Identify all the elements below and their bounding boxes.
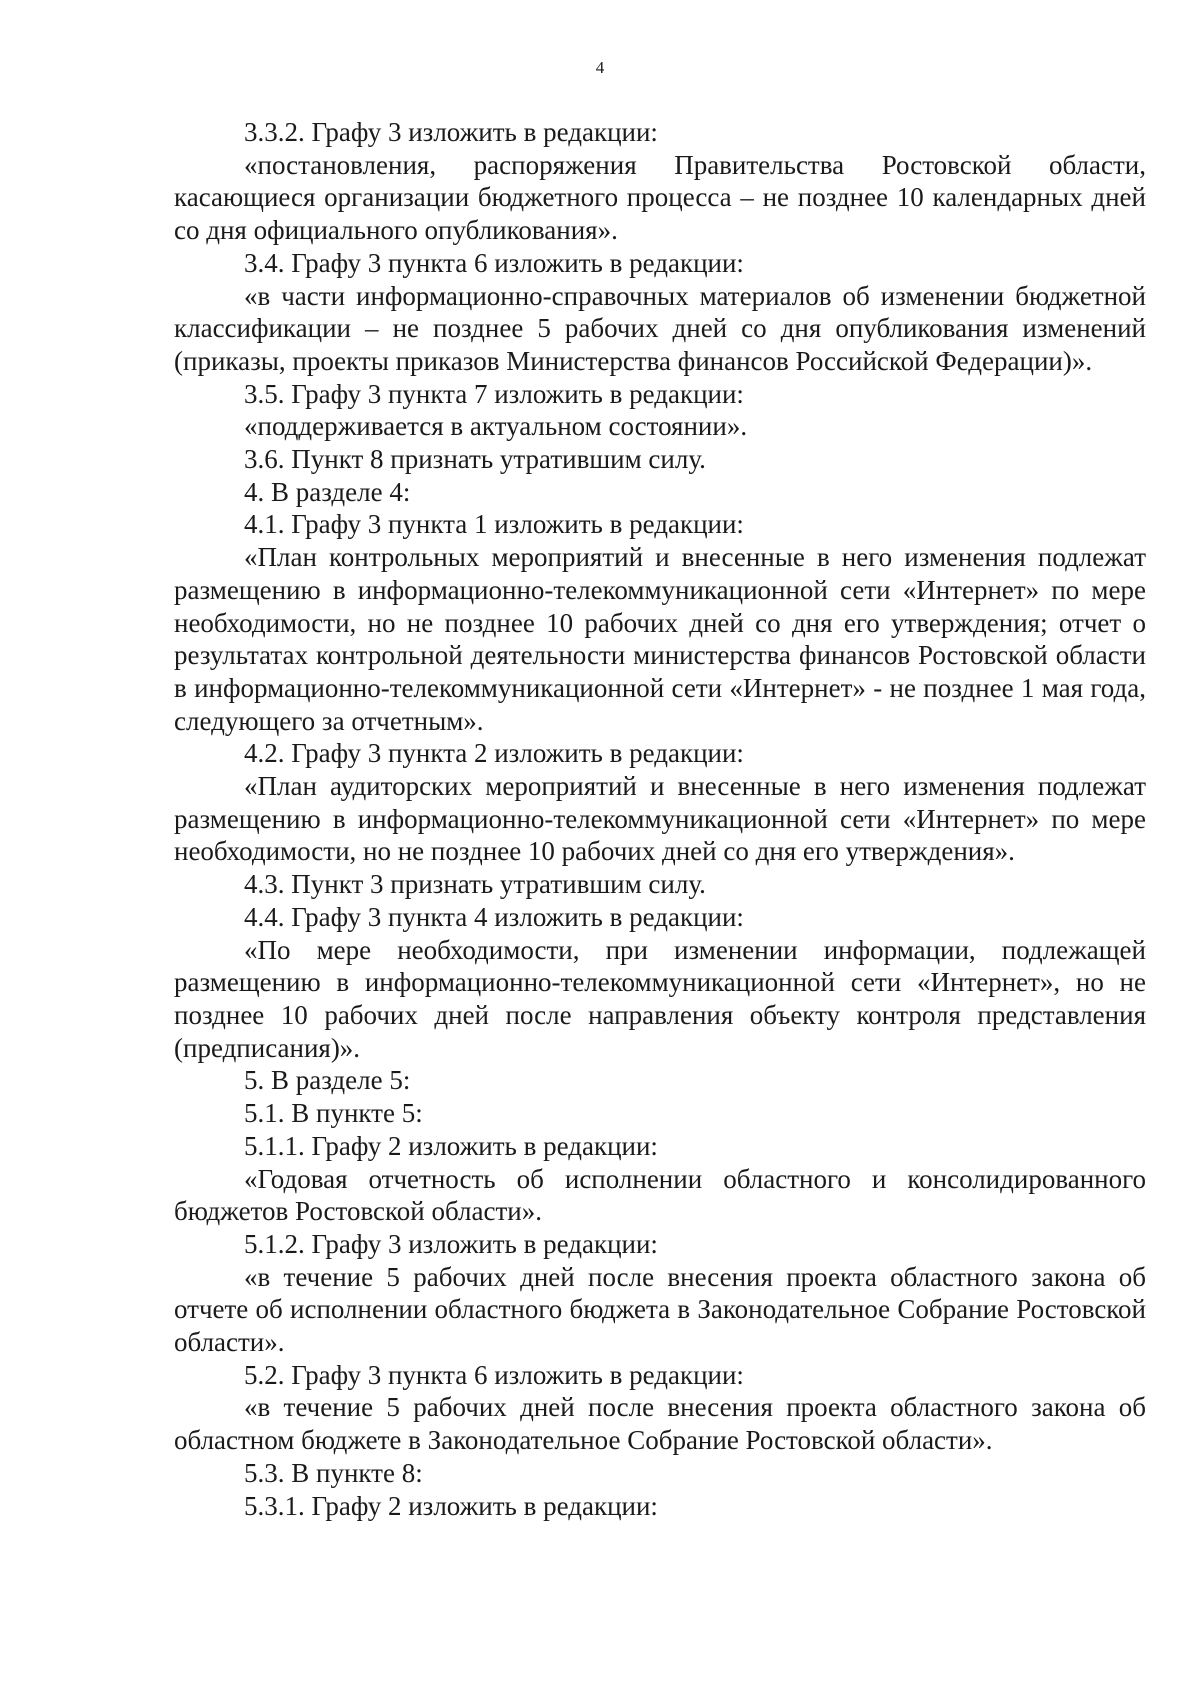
paragraph: «План аудиторских мероприятий и внесенные в него изменения подлежат размещению в информационно-телекоммуникационной сети «Интернет» по мере необходимости, но не позднее 10 рабочих дней со дня его утверждения». xyxy=(174,771,1146,867)
page-number: 4 xyxy=(595,58,605,77)
paragraph: 3.4. Графу 3 пункта 6 изложить в редакции: xyxy=(244,247,744,278)
paragraph: «План контрольных мероприятий и внесенные в него изменения подлежат размещению в информационно-телекоммуникационной сети «Интернет» по мере необходимости, но не позднее 10 рабочих дней со дня его утверждения; отчет о результатах контрольной деятельности министерства финансов Ростовской области в информационно-телекоммуникационной сети «Интернет» - не позднее 1 мая года, следующего за отчетным». xyxy=(174,542,1146,736)
paragraph: 5.1.1. Графу 2 изложить в редакции: xyxy=(244,1130,658,1161)
paragraph: «в течение 5 рабочих дней после внесения проекта областного закона об областном бюджете в Законодательное Собрание Ростовской области». xyxy=(174,1392,1146,1456)
paragraph: 4.3. Пункт 3 признать утратившим силу. xyxy=(244,869,706,900)
paragraph: 4.1. Графу 3 пункта 1 изложить в редакции: xyxy=(244,509,744,540)
paragraph: «поддерживается в актуальном состоянии». xyxy=(244,411,748,442)
document-body xyxy=(174,116,1146,1522)
paragraph: 5.3. В пункте 8: xyxy=(244,1457,423,1488)
paragraph: 5. В разделе 5: xyxy=(244,1065,411,1096)
paragraph: 3.6. Пункт 8 признать утратившим силу. xyxy=(244,444,706,475)
paragraph: 4.2. Графу 3 пункта 2 изложить в редакции: xyxy=(244,738,744,769)
paragraph: 5.2. Графу 3 пункта 6 изложить в редакции: xyxy=(244,1359,744,1390)
paragraph: «постановления, распоряжения Правительства Ростовской области, касающиеся организации бюджетного процесса – не позднее 10 календарных дней со дня официального опубликования». xyxy=(174,149,1146,246)
paragraph: 3.3.2. Графу 3 изложить в редакции: xyxy=(244,117,658,147)
paragraph: 5.3.1. Графу 2 изложить в редакции: xyxy=(244,1490,658,1521)
paragraph: «По мере необходимости, при изменении информации, подлежащей размещению в информационно-телекоммуникационной сети «Интернет», но не позднее 10 рабочих дней после направления объекту контроля представления (предписания)». xyxy=(174,934,1146,1063)
paragraph: «в течение 5 рабочих дней после внесения проекта областного закона об отчете об исполнении областного бюджета в Законодательное Собрание Ростовской области». xyxy=(174,1261,1146,1358)
paragraph: 5.1. В пункте 5: xyxy=(244,1098,423,1129)
paragraph: 4.4. Графу 3 пункта 4 изложить в редакции: xyxy=(244,901,744,932)
paragraph: 5.1.2. Графу 3 изложить в редакции: xyxy=(244,1228,658,1259)
paragraph: 4. В разделе 4: xyxy=(244,476,411,507)
paragraph: «Годовая отчетность об исполнении областного и консолидированного бюджетов Ростовской области». xyxy=(174,1163,1146,1227)
paragraph: «в части информационно-справочных материалов об изменении бюджетной классификации – не позднее 5 рабочих дней со дня опубликования изменений (приказы, проекты приказов Министерства финансов Российской Федерации)». xyxy=(174,280,1146,376)
paragraph: 3.5. Графу 3 пункта 7 изложить в редакции: xyxy=(244,378,744,409)
